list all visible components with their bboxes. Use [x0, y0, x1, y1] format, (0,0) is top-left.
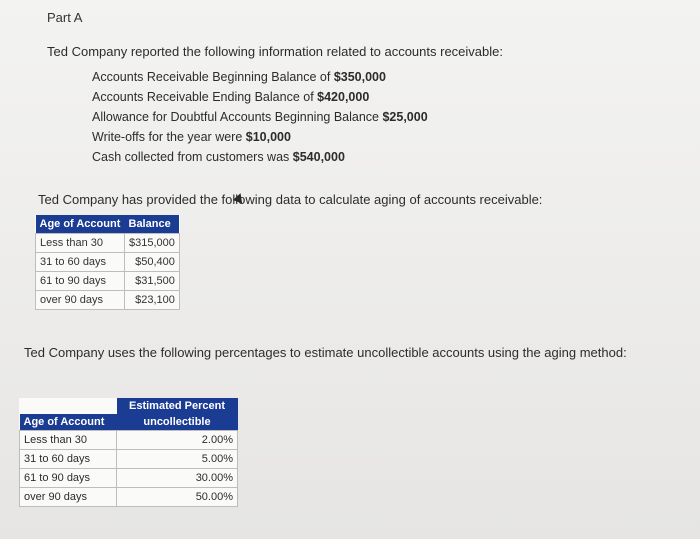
- table-header-row: [20, 414, 238, 431]
- table-row: [20, 488, 238, 507]
- table-cell: over 90 days: [20, 488, 117, 507]
- table-row: [36, 272, 180, 291]
- blank-header-cell: [20, 398, 117, 414]
- column-header: uncollectible: [117, 414, 238, 431]
- table-cell: Less than 30: [36, 234, 125, 253]
- aging-table: [35, 215, 180, 310]
- table-header-row: [36, 215, 180, 234]
- table-row: [20, 431, 238, 450]
- percent-table: [19, 398, 238, 507]
- table-cell: $315,000: [125, 234, 180, 253]
- fact-item: Allowance for Doubtful Accounts Beginning Balance $25,000: [92, 110, 428, 124]
- table-cell: 2.00%: [117, 431, 238, 450]
- table-header-row: [20, 398, 238, 414]
- facts-list: [92, 67, 428, 167]
- part-title: Part A: [47, 10, 83, 25]
- fact-item: Accounts Receivable Ending Balance of $420,000: [92, 90, 370, 104]
- table-row: [36, 234, 180, 253]
- fact-item: Cash collected from customers was $540,000: [92, 150, 345, 164]
- aging-intro: Ted Company has provided the following data to calculate aging of accounts receivable:: [38, 192, 543, 207]
- column-header: Estimated Percent: [117, 398, 238, 414]
- table-row: [20, 450, 238, 469]
- table-cell: 30.00%: [117, 469, 238, 488]
- fact-item: Accounts Receivable Beginning Balance of $350,000: [92, 70, 386, 84]
- fact-item: Write-offs for the year were $10,000: [92, 130, 291, 144]
- table-cell: $31,500: [125, 272, 180, 291]
- column-header: Age of Account: [20, 414, 117, 431]
- percent-intro: Ted Company uses the following percentages to estimate uncollectible accounts using the aging method:: [24, 345, 627, 360]
- table-row: [36, 291, 180, 310]
- table-cell: over 90 days: [36, 291, 125, 310]
- table-row: [20, 469, 238, 488]
- table-cell: $23,100: [125, 291, 180, 310]
- table-cell: 50.00%: [117, 488, 238, 507]
- column-header: Age of Account: [36, 215, 125, 234]
- table-cell: Less than 30: [20, 431, 117, 450]
- intro-text: Ted Company reported the following information related to accounts receivable:: [47, 44, 503, 59]
- table-cell: $50,400: [125, 253, 180, 272]
- table-cell: 31 to 60 days: [20, 450, 117, 469]
- table-cell: 61 to 90 days: [36, 272, 125, 291]
- table-cell: 31 to 60 days: [36, 253, 125, 272]
- table-cell: 61 to 90 days: [20, 469, 117, 488]
- column-header: Balance: [125, 215, 180, 234]
- table-cell: 5.00%: [117, 450, 238, 469]
- table-row: [36, 253, 180, 272]
